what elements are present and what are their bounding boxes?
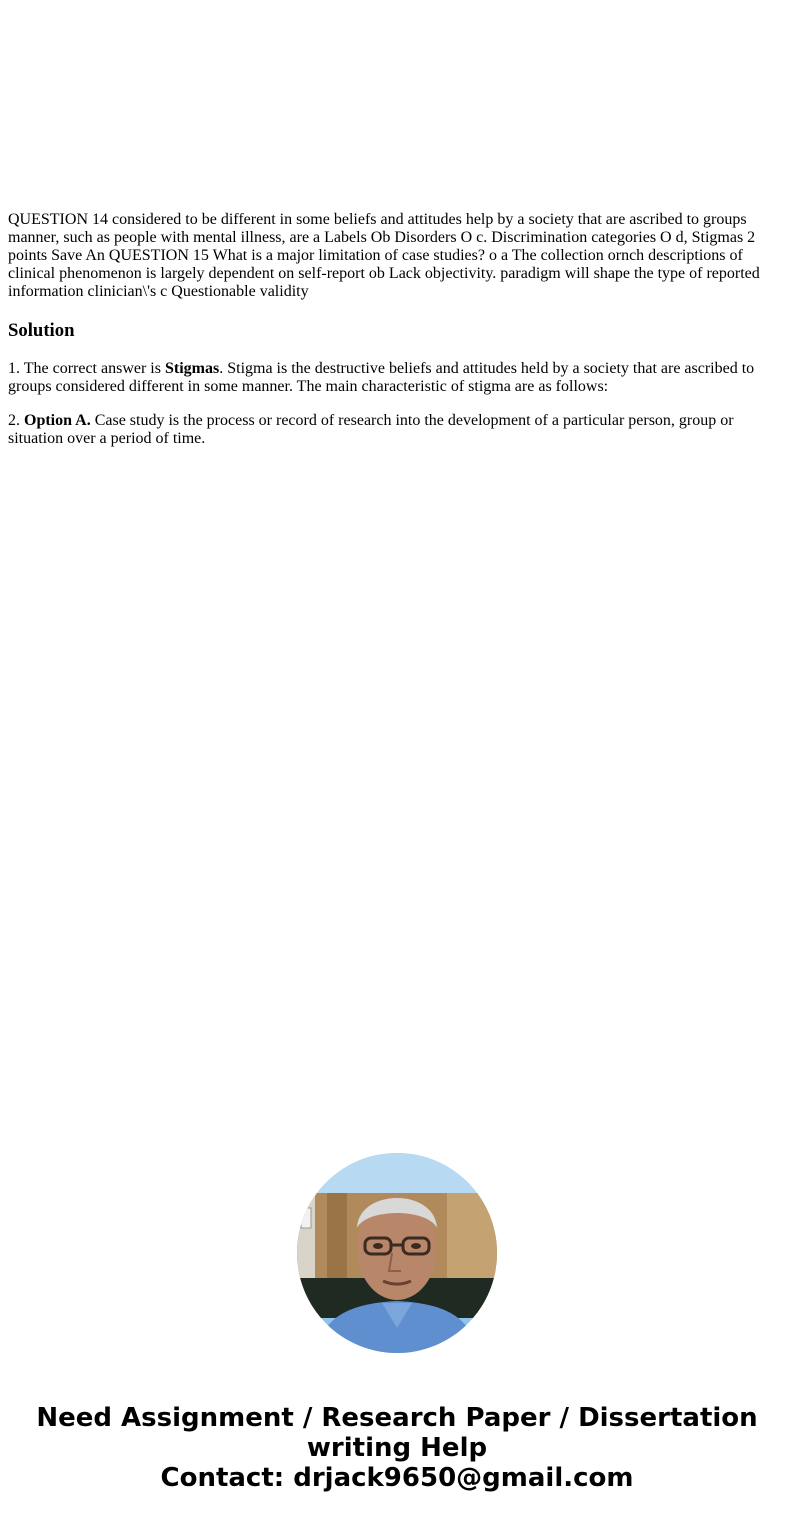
footer-contact-text: Contact: drjack9650@gmail.com [160, 1463, 634, 1493]
avatar-photo [297, 1153, 497, 1353]
question-text: QUESTION 14 considered to be different in some beliefs and attitudes help by a society that are ascribed to groups manner, such as people with mental illness, are a Labels Ob Disorders O c. Discrimination categories O d, Stigmas 2 points Save An QUESTION 15 What is a major limitation of case studies? o a The collection ornch descriptions of clinical phenomenon is largely dependent on self-report ob Lack objectivity. paradigm will shape the type of reported information clinician\'s c Questionable validity [8, 211, 760, 300]
answer-2-prefix: 2. [8, 412, 24, 429]
answer-1-prefix: 1. The correct answer is [8, 360, 165, 377]
avatar [297, 1153, 497, 1353]
footer-help-text: Need Assignment / Research Paper / Dissertation writing Help [36, 1403, 758, 1463]
footer [0, 1403, 794, 1493]
answer-1-rest: . Stigma is the destructive beliefs and attitudes held by a society that are ascribed to groups considered different in some manner. The main characteristic of stigma are as follows: [8, 360, 755, 395]
answer-2-bold: Option A. [24, 412, 91, 429]
answer-2 [8, 412, 778, 448]
solution-heading: Solution [8, 320, 75, 341]
answer-2-rest: Case study is the process or record of research into the development of a particular person, group or situation over a period of time. [8, 412, 734, 447]
answer-1 [8, 360, 778, 396]
answer-1-bold: Stigmas [164, 360, 220, 377]
